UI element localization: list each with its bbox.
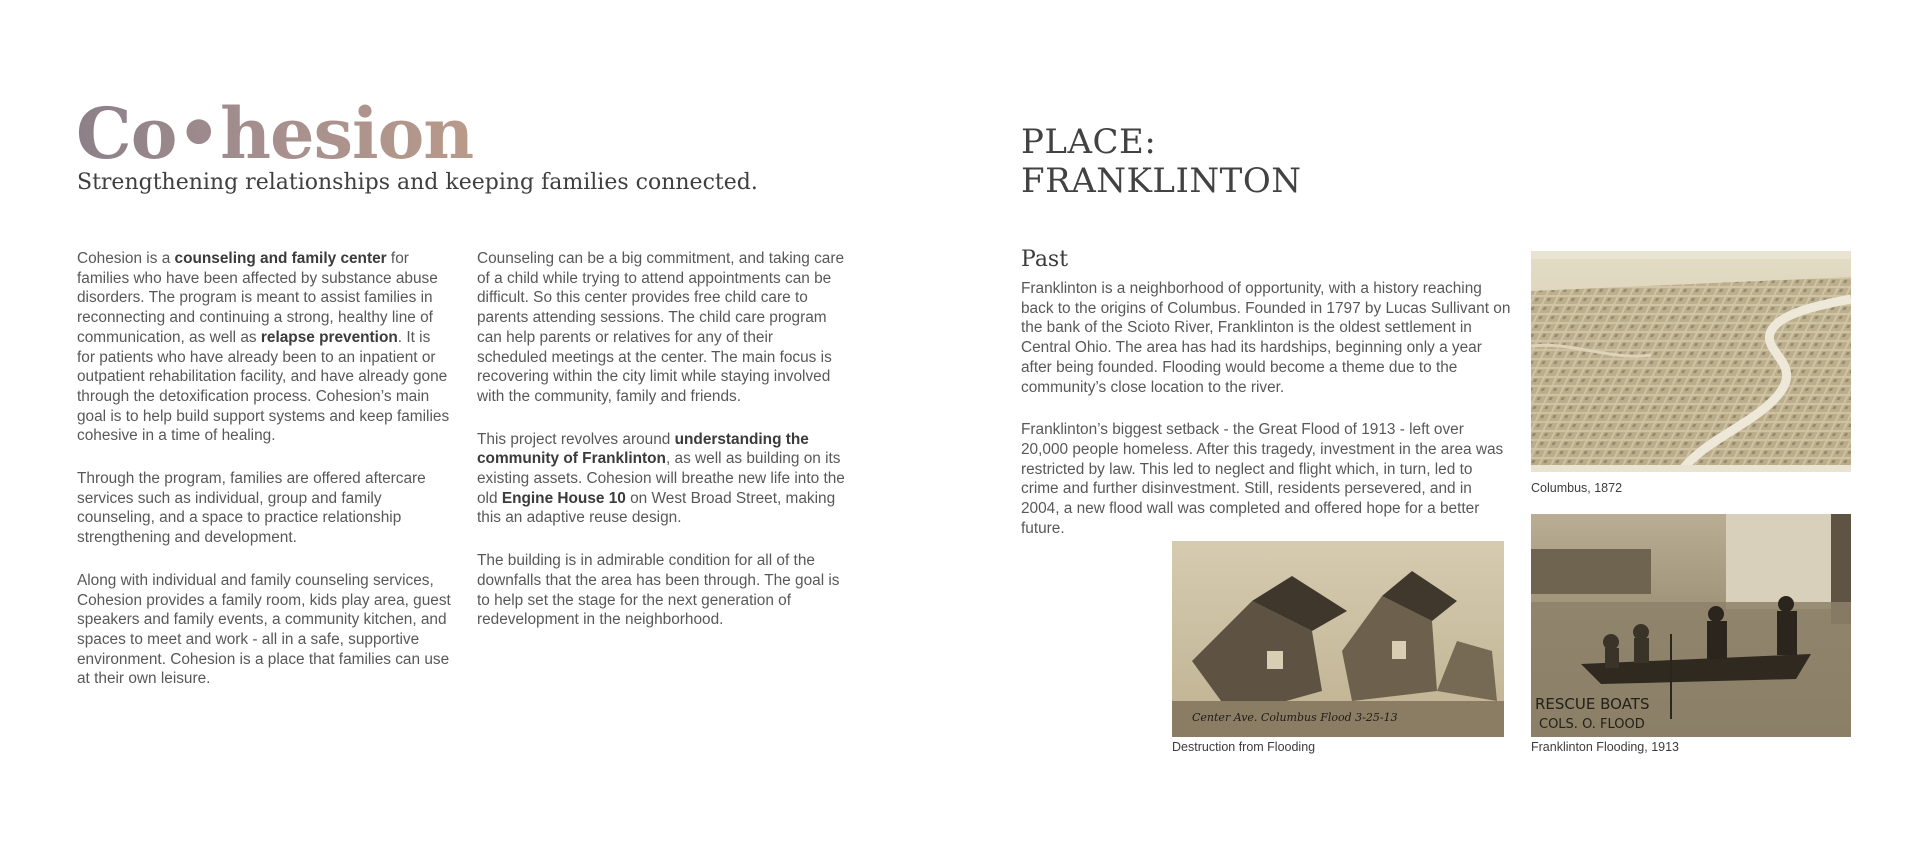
place-name: FRANKLINTON	[1021, 161, 1302, 201]
rescue-boat-caption: Franklinton Flooding, 1913	[1531, 740, 1680, 754]
past-text	[1021, 279, 1513, 561]
columbus-map-caption: Columbus, 1872	[1531, 481, 1623, 495]
emphasis-relapse-prevention: relapse prevention	[260, 328, 398, 346]
middle-paragraph-3: The building is in admirable condition for all of the downfalls that the area has been through. The goal is to help set the stage for the next generation of redevelopment in the neighborhood.	[477, 552, 840, 629]
flood-destruction-caption: Destruction from Flooding	[1172, 740, 1316, 754]
past-heading: Past	[1021, 247, 1069, 272]
left-paragraph-3: Along with individual and family counseling services, Cohesion provides a family room, kids play area, guest speakers and family events, a community kitchen, and spaces to meet and work - all in a safe, supportive environment. Cohesion is a place that families can use at their own leisure.	[77, 571, 451, 688]
place-heading	[1021, 123, 1301, 201]
left-paragraph-1: Cohesion is a counseling and family center for families who have been affected by substance abuse disorders. The program is meant to assist families in reconnecting and continuing a strong, healthy line of communication, as well as relapse prevention. It is for patients who have already been to an inpatient or outpatient rehabilitation facility, and have already gone through the detoxification process. Cohesion’s main goal is to help build support systems and keep families cohesive in a time of healing.	[77, 250, 450, 445]
emphasis-understanding-community: understanding the community of Franklinton	[477, 430, 809, 468]
middle-paragraph-1: Counseling can be a big commitment, and taking care of a child while trying to attend appointments can be difficult. So this center provides free child care to parents attending sessions. The child care program can help parents or relatives for any of their scheduled meetings at the center. The main focus is recovering within the city limit while staying involved with the community, family and friends.	[477, 250, 845, 405]
columbus-map-photo	[1531, 251, 1851, 472]
boat-inscription-line-2: COLS. O. FLOOD	[1539, 717, 1645, 732]
past-paragraph-1: Franklinton is a neighborhood of opportunity, with a history reaching back to the origins of Columbus. Founded in 1797 by Lucas Sullivant on the bank of the Scioto River, Franklinton is the oldest settlement in Central Ohio. The area has had its hardships, beginning only a year after being founded. Flooding would become a theme due to the community’s close location to the river.	[1021, 280, 1511, 396]
flood-destruction-photo	[1172, 541, 1504, 737]
left-column	[77, 249, 452, 712]
middle-paragraph-2: This project revolves around understanding the community of Franklinton, as well as building on its existing assets. Cohesion will breathe new life into the old Engine House 10 on West Broad Street, making this an adaptive reuse design.	[477, 430, 845, 527]
boat-inscription-line-1: RESCUE BOATS	[1535, 695, 1650, 713]
brand-title: Co•hesion	[76, 92, 474, 175]
place-label: PLACE:	[1021, 122, 1157, 162]
emphasis-engine-house: Engine House 10	[501, 489, 626, 507]
brand-tagline: Strengthening relationships and keeping families connected.	[77, 170, 758, 195]
flood-photo-inscription: Center Ave. Columbus Flood 3-25-13	[1192, 711, 1398, 724]
past-paragraph-2: Franklinton’s biggest setback - the Great Flood of 1913 - left over 20,000 people homeless. After this tragedy, investment in the area was restricted by law. This led to neglect and flight which, in turn, led to crime and further disinvestment. Still, residents persevered, and in 2004, a new flood wall was completed and offered hope for a better future.	[1021, 421, 1504, 537]
emphasis-counseling-center: counseling and family center	[174, 250, 387, 267]
left-paragraph-2: Through the program, families are offered aftercare services such as individual, group and family counseling, and a space to practice relationship strengthening and development.	[77, 470, 426, 547]
rescue-boat-photo	[1531, 514, 1851, 737]
middle-column	[477, 249, 847, 653]
